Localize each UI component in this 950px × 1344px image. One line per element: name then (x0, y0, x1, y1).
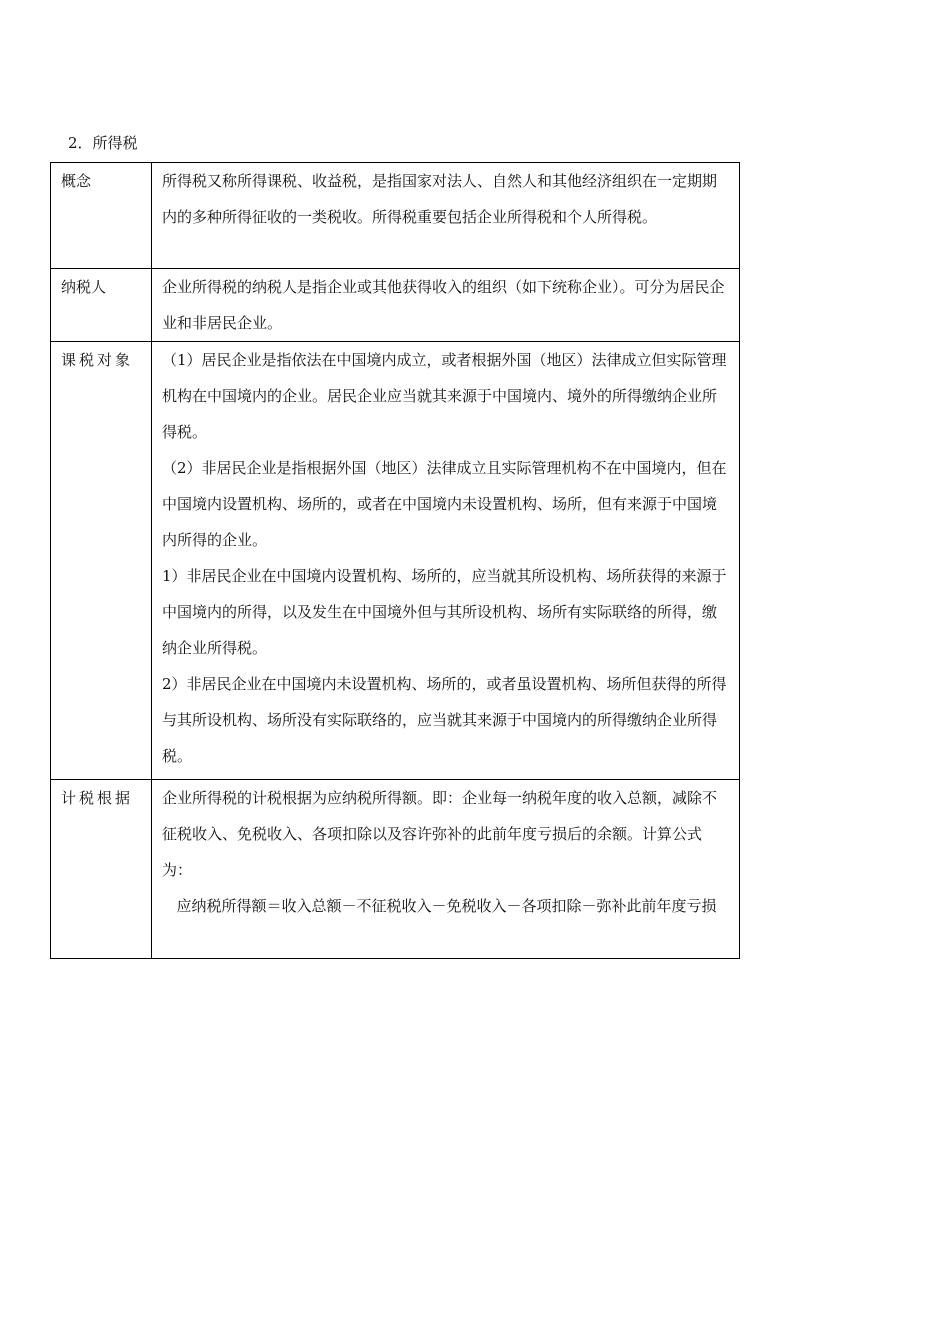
row-content-concept (152, 163, 740, 269)
section-title: 2．所得税 (68, 134, 138, 152)
table-row-tax-object (51, 342, 740, 780)
paragraph: （2）非居民企业是指根据外国（地区）法律成立且实际管理机构不在中国境内，但在中国境内设置机构、场所的，或者在中国境内未设置机构、场所，但有来源于中国境内所得的企业。 (162, 459, 727, 549)
row-content-tax-basis (152, 780, 740, 959)
paragraph: 企业所得税的计税根据为应纳税所得额。即：企业每一纳税年度的收入总额，减除不征税收入、免税收入、各项扣除以及容许弥补的此前年度亏损后的余额。计算公式为： (162, 789, 718, 879)
row-label-tax-object: 课税对象 (51, 342, 152, 780)
row-label-tax-basis: 计税根据 (51, 780, 152, 959)
paragraph: 企业所得税的纳税人是指企业或其他获得收入的组织（如下统称企业）。可分为居民企业和非居民企业。 (162, 278, 725, 332)
paragraph: 所得税又称所得课税、收益税，是指国家对法人、自然人和其他经济组织在一定期期内的多种所得征收的一类税收。所得税重要包括企业所得税和个人所得税。 (162, 172, 718, 226)
income-tax-table (50, 162, 740, 959)
paragraph: 1）非居民企业在中国境内设置机构、场所的，应当就其所设机构、场所获得的来源于中国境内的所得，以及发生在中国境外但与其所设机构、场所有实际联络的所得，缴纳企业所得税。 (162, 567, 727, 657)
table-row-tax-basis (51, 780, 740, 959)
row-content-tax-object (152, 342, 740, 780)
row-content-taxpayer (152, 269, 740, 342)
tax-formula: 应纳税所得额＝收入总额－不征税收入－免税收入－各项扣除－弥补此前年度亏损 (176, 897, 717, 915)
row-label-taxpayer: 纳税人 (51, 269, 152, 342)
table-row-concept (51, 163, 740, 269)
paragraph: （1）居民企业是指依法在中国境内成立，或者根据外国（地区）法律成立但实际管理机构在中国境内的企业。居民企业应当就其来源于中国境内、境外的所得缴纳企业所得税。 (162, 351, 727, 441)
paragraph: 2）非居民企业在中国境内未设置机构、场所的，或者虽设置机构、场所但获得的所得与其所设机构、场所没有实际联络的，应当就其来源于中国境内的所得缴纳企业所得税。 (162, 675, 727, 765)
row-label-concept: 概念 (51, 163, 152, 269)
table-row-taxpayer (51, 269, 740, 342)
